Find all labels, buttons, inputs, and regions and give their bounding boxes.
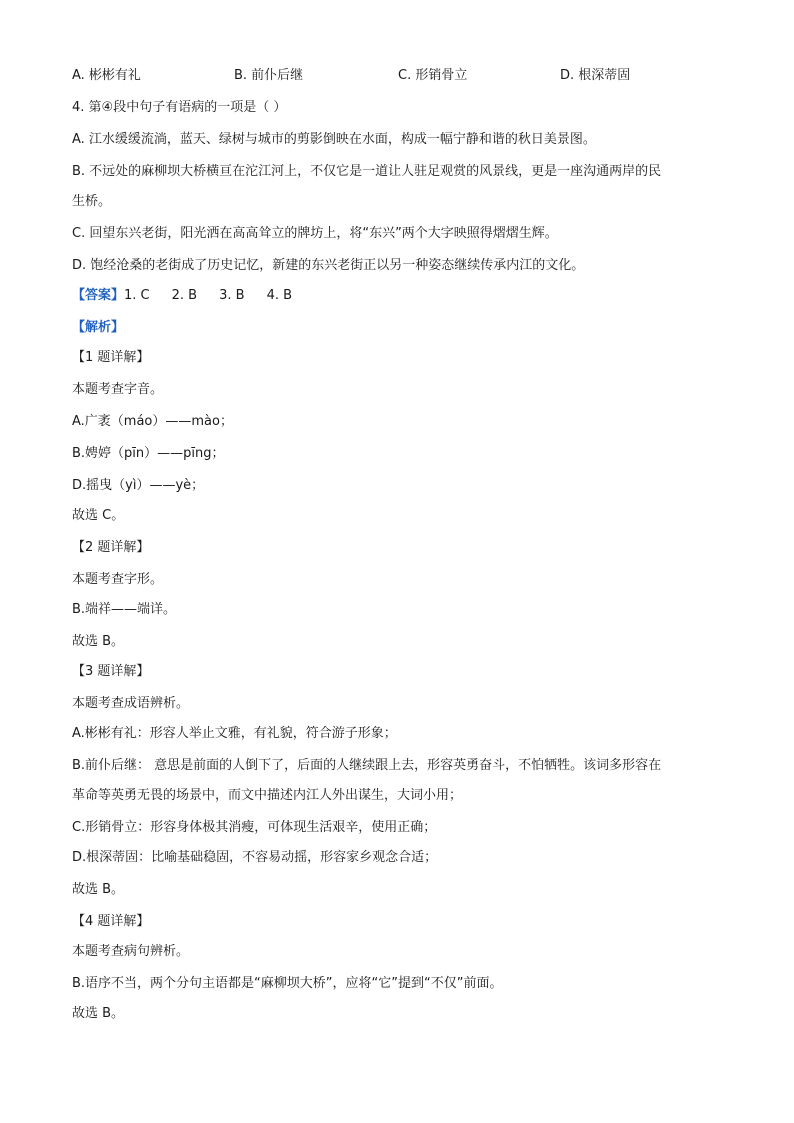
detail2-heading: 【2 题详解】 <box>72 540 150 555</box>
detail2-conclusion: 故选 B。 <box>72 634 125 649</box>
detail3-conclusion: 故选 B。 <box>72 882 125 897</box>
detail3-heading: 【3 题详解】 <box>72 664 150 679</box>
detail3-intro: 本题考查成语辨析。 <box>72 696 190 711</box>
q3-options <box>72 66 722 86</box>
detail1-intro: 本题考查字音。 <box>72 382 164 397</box>
detail3-line-a: A.彬彬有礼：形容人举止文雅，有礼貌，符合游子形象； <box>72 726 397 741</box>
q3-option-b: B. 前仆后继 <box>234 68 304 83</box>
answer-item-2: 2. B <box>171 288 198 303</box>
detail3-line-b2: 革命等英勇无畏的场景中，而文中描述内江人外出谋生，大词小用； <box>72 788 463 803</box>
detail3-line-d: D.根深蒂固：比喻基础稳固，不容易动摇，形容家乡观念合适； <box>72 850 438 865</box>
q3-option-a: A. 彬彬有礼 <box>72 68 141 83</box>
answer-label: 【答案】 <box>72 288 125 303</box>
answer-line <box>72 286 292 306</box>
q4-option-c: C. 回望东兴老街，阳光洒在高高耸立的牌坊上，将“东兴”两个大字映照得熠熠生辉。 <box>72 226 558 241</box>
detail1-line-a: A.广袤（máo）——mào； <box>72 414 233 429</box>
q3-option-c: C. 形销骨立 <box>398 68 468 83</box>
q4-option-d: D. 饱经沧桑的老街成了历史记忆，新建的东兴老街正以另一种姿态继续传承内江的文化。 <box>72 258 585 273</box>
q3-option-d: D. 根深蒂固 <box>560 68 631 83</box>
detail4-line-b: B.语序不当，两个分句主语都是“麻柳坝大桥”，应将“它”提到“不仅”前面。 <box>72 976 503 991</box>
detail3-line-c: C.形销骨立：形容身体极其消瘦，可体现生活艰辛，使用正确； <box>72 820 437 835</box>
detail4-conclusion: 故选 B。 <box>72 1006 125 1021</box>
detail1-conclusion: 故选 C。 <box>72 508 125 523</box>
q4-option-a: A. 江水缓缓流淌，蓝天、绿树与城市的剪影倒映在水面，构成一幅宁静和谐的秋日美景图。 <box>72 132 596 147</box>
answer-item-1: 1. C <box>124 288 150 303</box>
answer-item-3: 3. B <box>219 288 245 303</box>
detail1-line-d: D.摇曳（yì）——yè； <box>72 478 205 493</box>
q4-option-b-line1: B. 不远处的麻柳坝大桥横亘在沱江河上，不仅它是一道让人驻足观赏的风景线，更是一座沟通两岸的民 <box>72 164 662 179</box>
detail4-intro: 本题考查病句辨析。 <box>72 944 190 959</box>
answer-item-4: 4. B <box>266 288 293 303</box>
q4-stem: 4. 第④段中句子有语病的一项是（ ） <box>72 100 287 115</box>
detail4-heading: 【4 题详解】 <box>72 914 150 929</box>
detail3-line-b1: B.前仆后继： 意思是前面的人倒下了，后面的人继续跟上去，形容英勇奋斗，不怕牺牲。该词多形容在 <box>72 758 662 773</box>
analysis-label: 【解析】 <box>72 320 125 335</box>
q4-option-b-line2: 生桥。 <box>72 194 112 209</box>
detail2-line-b: B.端祥——端详。 <box>72 602 177 617</box>
detail1-line-b: B.娉婷（pīn）——pīng； <box>72 446 225 461</box>
detail2-intro: 本题考查字形。 <box>72 572 164 587</box>
detail1-heading: 【1 题详解】 <box>72 350 150 365</box>
